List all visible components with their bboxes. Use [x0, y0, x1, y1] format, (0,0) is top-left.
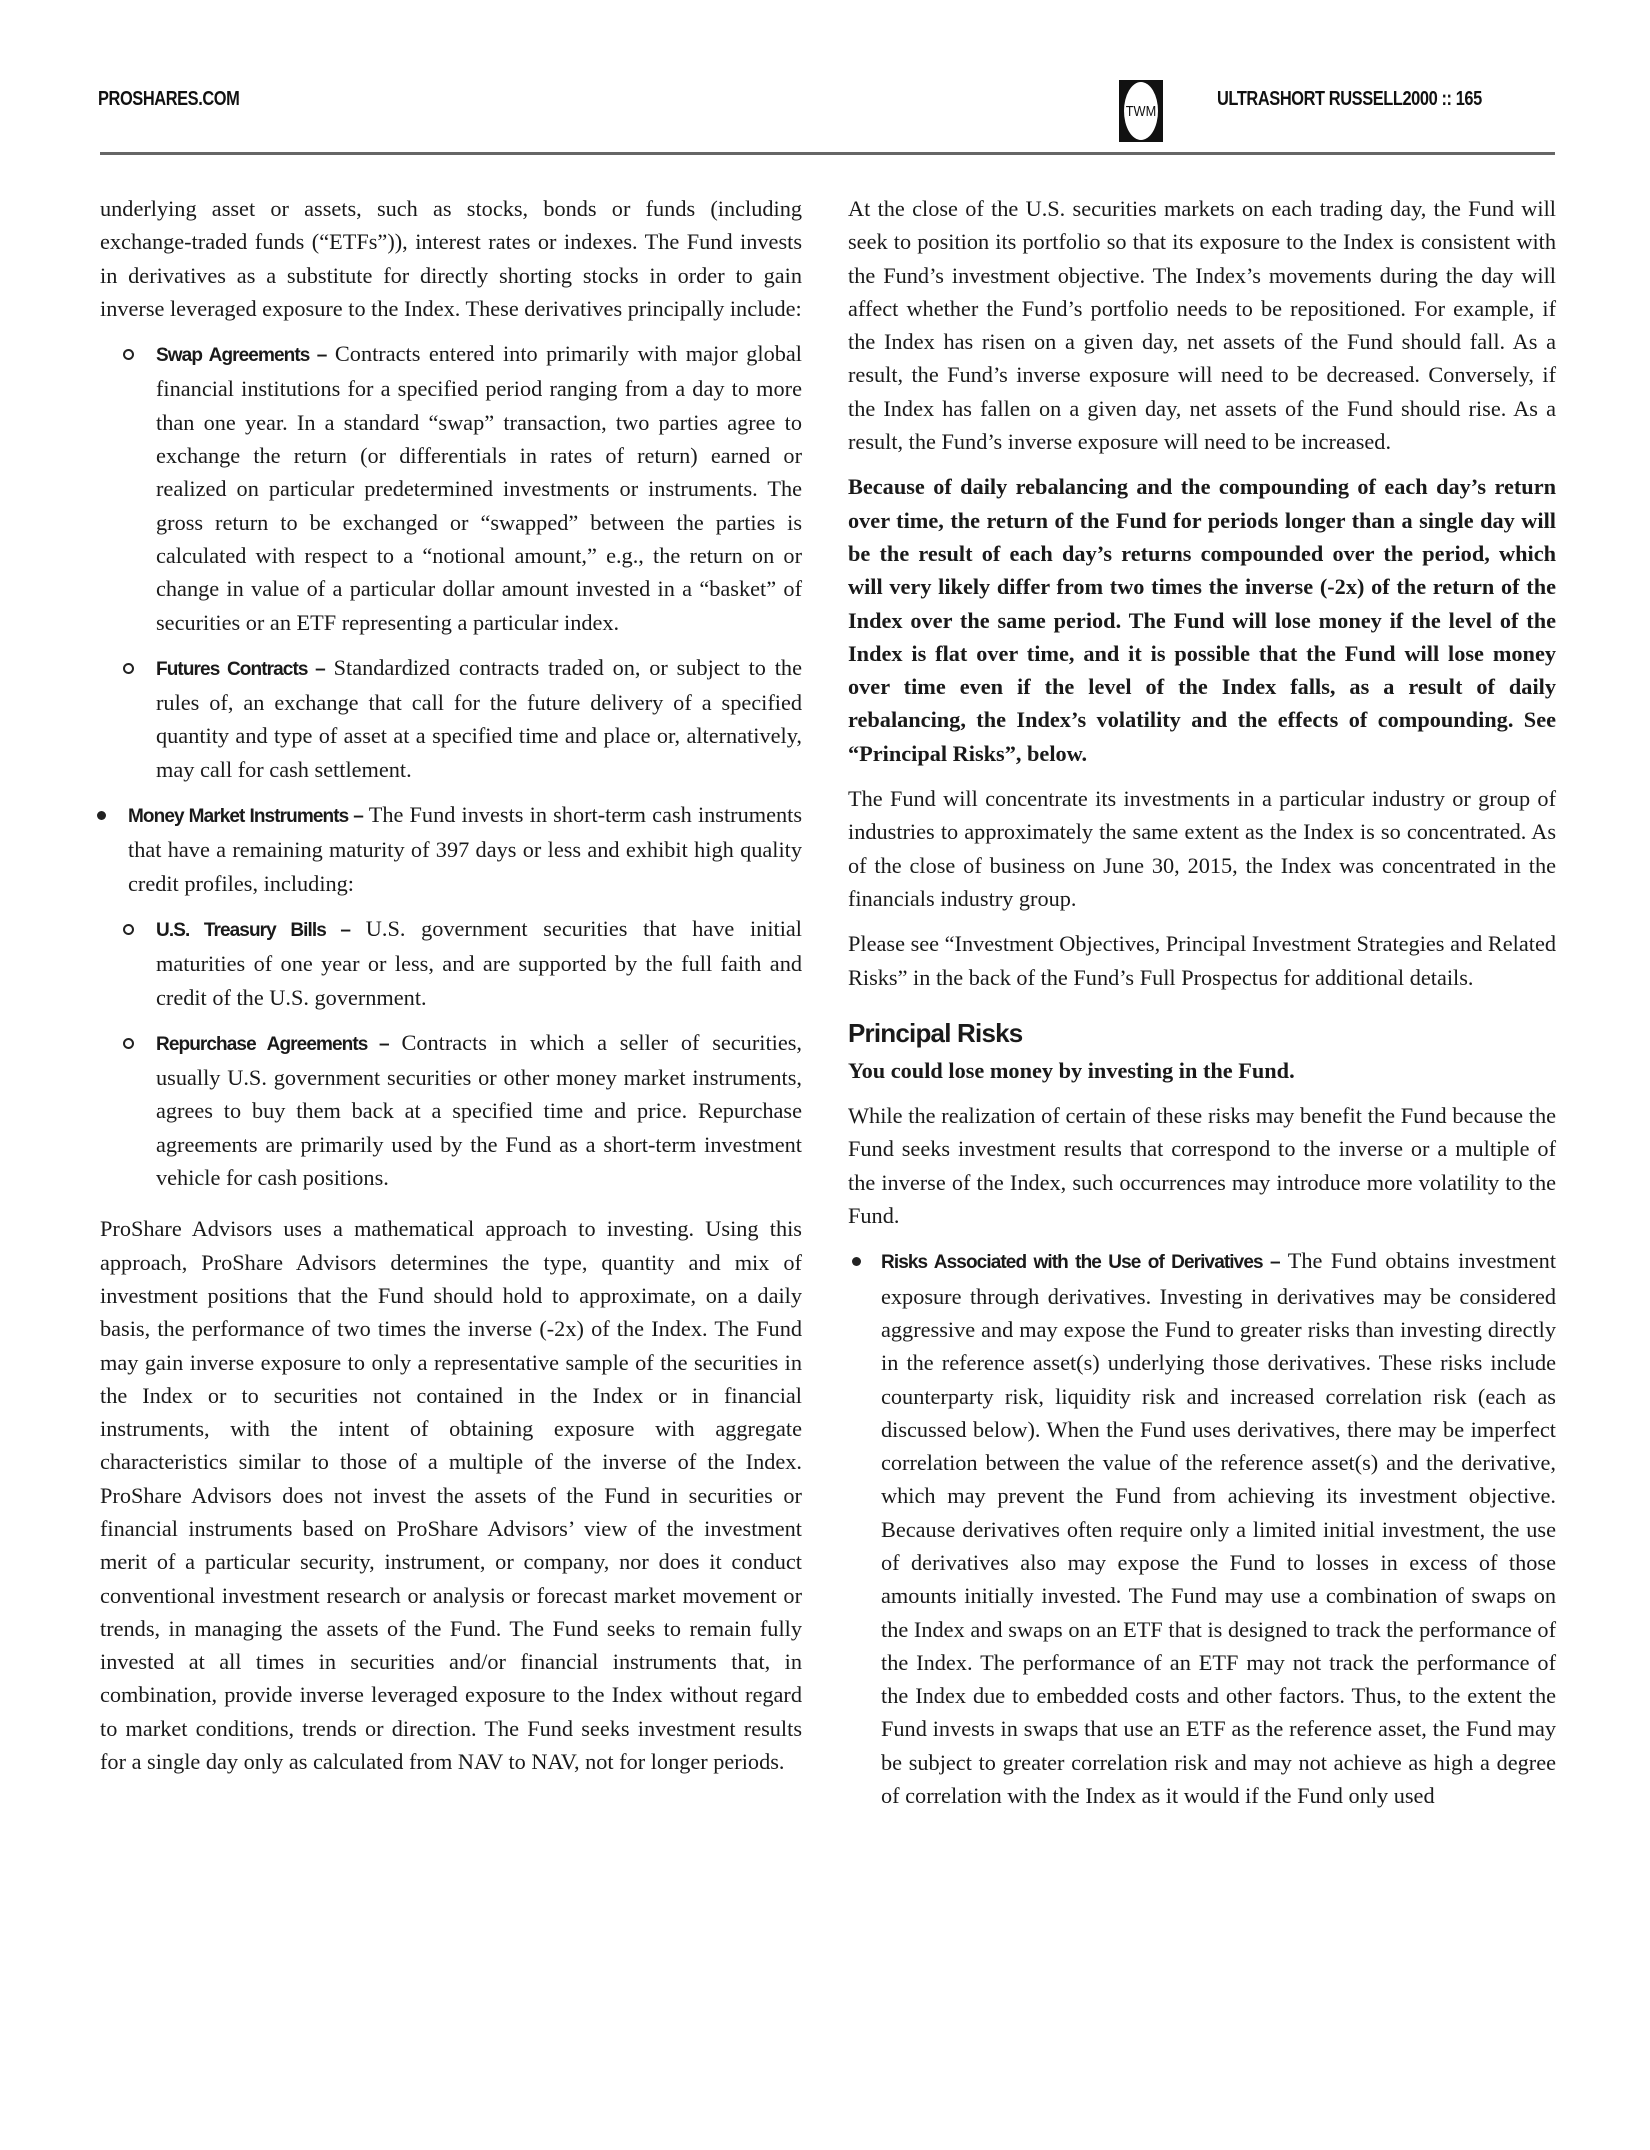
- ticker-logo-icon: TWM: [1124, 82, 1158, 140]
- compounding-warning: Because of daily rebalancing and the compounding of each day’s return over time, the return of the Fund for periods longer than a single day will be the result of each day’s returns compounded over the period, which will very likely differ from two times the inverse (-2x) of the return of the Index over the same period. The Fund will lose money if the level of the Index is flat over time, and it is possible that the Fund will lose money over time even if the level of the Index falls, as a result of daily rebalancing, the Index’s volatility and the effects of compounding. See “Principal Risks”, below.: [848, 474, 1556, 766]
- hollow-bullet-icon: [123, 663, 134, 674]
- left-column: [100, 192, 802, 1790]
- list-item-futures-contracts: [100, 651, 802, 786]
- term-description: Contracts in which a seller of securities, usually U.S. government securities or other money market instruments, agrees to buy them back at a specified time and price. Repurchase agreements are primarily used by the Fund as a short-term investment vehicle for cash positions.: [156, 1029, 802, 1191]
- risk-subheading: You could lose money by investing in the Fund.: [848, 1057, 1295, 1083]
- hollow-bullet-icon: [123, 1038, 134, 1049]
- term-description: Contracts entered into primarily with major global financial institutions for a specified period ranging from a day to more than one year. In a standard “swap” transaction, two parties agree to exchange the return (or differentials in rates of return) earned or realized on particular predetermined investments or instruments. The gross return to be exchanged or “swapped” between the parties is calculated with respect to a “notional amount,” e.g., the return on or change in value of a particular dollar amount invested in a “basket” of securities or an ETF representing a particular index.: [156, 341, 803, 635]
- derivatives-intro: underlying asset or assets, such as stocks, bonds or funds (including exchange-traded funds (“ETFs”)), interest rates or indexes. The Fund invests in derivatives as a substitute for directly shorting stocks in order to gain inverse leveraged exposure to the Index. These derivatives principally include:: [100, 196, 802, 321]
- hollow-bullet-icon: [123, 924, 134, 935]
- list-item-swap-agreements: [100, 337, 802, 639]
- right-column: [848, 192, 1556, 1812]
- solid-bullet-icon: [852, 1257, 861, 1266]
- term-label: Repurchase Agreements –: [156, 1033, 389, 1055]
- term-description: The Fund invests in short-term cash instruments that have a remaining maturity of 397 days or less and exhibit high quality credit profiles, including:: [128, 802, 803, 896]
- concentration-paragraph: The Fund will concentrate its investments in a particular industry or group of industries to approximately the same extent as the Index is so concentrated. As of the close of business on June 30, 2015, the Index was concentrated in the financials industry group.: [848, 786, 1556, 911]
- term-description: The Fund obtains investment exposure through derivatives. Investing in derivatives may be considered aggressive and may expose the Fund to greater risks than investing directly in the reference asset(s) underlying those derivatives. These risks include counterparty risk, liquidity risk and increased correlation risk (each as discussed below). When the Fund uses derivatives, there may be imperfect correlation between the value of the reference asset(s) and the derivative, which may prevent the Fund from achieving its investment objective. Because derivatives often require only a limited initial investment, the use of derivatives also may expose the Fund to losses in excess of those amounts initially invested. The Fund may use a combination of swaps on the Index and swaps on an ETF that is designed to track the performance of the Index. The performance of an ETF may not track the performance of the Index due to embedded costs and other factors. Thus, to the extent the Fund invests in swaps that use an ETF as the reference asset, the Fund may be subject to greater correlation risk and may not achieve as high a degree of correlation with the Index as it would if the Fund only used: [881, 1248, 1557, 1809]
- ticker-logo: [1119, 80, 1163, 142]
- term-label: Risks Associated with the Use of Derivatives –: [881, 1252, 1280, 1274]
- list-item-derivatives-risk: [848, 1244, 1556, 1812]
- term-label: U.S. Treasury Bills –: [156, 919, 351, 941]
- hollow-bullet-icon: [123, 349, 134, 360]
- term-description: Standardized contracts traded on, or subject to the rules of, an exchange that call for the future delivery of a specified quantity and type of asset at a specified time and place or, alternatively, may call for cash settlement.: [156, 654, 802, 782]
- term-label: Swap Agreements –: [156, 345, 327, 367]
- list-item-treasury-bills: [100, 912, 802, 1014]
- page-header: [0, 0, 1650, 150]
- risks-intro: While the realization of certain of these risks may benefit the Fund because the Fund seeks investment results that correspond to the inverse or a multiple of the inverse of the Index, such occurrences may introduce more volatility to the Fund.: [848, 1103, 1556, 1229]
- see-also-paragraph: Please see “Investment Objectives, Principal Investment Strategies and Related Risks” in the back of the Fund’s Full Prospectus for additional details.: [848, 931, 1556, 990]
- list-item-money-market: [100, 798, 802, 900]
- term-label: Futures Contracts –: [156, 658, 325, 680]
- fund-title-page-number: ULTRASHORT RUSSELL2000 :: 165: [1217, 88, 1482, 110]
- section-heading-principal-risks: Principal Risks: [848, 1017, 1023, 1048]
- term-label: Money Market Instruments –: [128, 806, 363, 828]
- site-name: PROSHARES.COM: [98, 88, 240, 110]
- solid-bullet-icon: [97, 811, 106, 820]
- rebalance-paragraph: At the close of the U.S. securities markets on each trading day, the Fund will seek to position its portfolio so that its exposure to the Index is consistent with the Fund’s investment objective. The Index’s movements during the day will affect whether the Fund’s portfolio needs to be repositioned. For example, if the Index has risen on a given day, net assets of the Fund should fall. As a result, the Fund’s inverse exposure will need to be decreased. Conversely, if the Index has fallen on a given day, net assets of the Fund should rise. As a result, the Fund’s inverse exposure will need to be increased.: [848, 196, 1556, 455]
- term-description: U.S. government securities that have initial maturities of one year or less, and are supported by the full faith and credit of the U.S. government.: [156, 915, 802, 1010]
- approach-paragraph: ProShare Advisors uses a mathematical approach to investing. Using this approach, ProShare Advisors determines the type, quantity and mix of investment positions that the Fund should hold to approximate, on a daily basis, the performance of two times the inverse (-2x) of the Index. The Fund may gain inverse exposure to only a representative sample of the securities in the Index or to securities not contained in the Index or in financial instruments, with the intent of obtaining exposure with aggregate characteristics similar to those of a multiple of the inverse of the Index. ProShare Advisors does not invest the assets of the Fund in securities or financial instruments based on ProShare Advisors’ view of the investment merit of a particular security, instrument, or company, nor does it conduct conventional investment research or analysis or forecast market movement or trends, in managing the assets of the Fund. The Fund seeks to remain fully invested at all times in securities and/or financial instruments that, in combination, provide inverse leveraged exposure to the Index without regard to market conditions, trends or direction. The Fund seeks investment results for a single day only as calculated from NAV to NAV, not for longer periods.: [100, 1216, 802, 1775]
- list-item-repurchase-agreements: [100, 1026, 802, 1194]
- header-divider: [100, 152, 1555, 155]
